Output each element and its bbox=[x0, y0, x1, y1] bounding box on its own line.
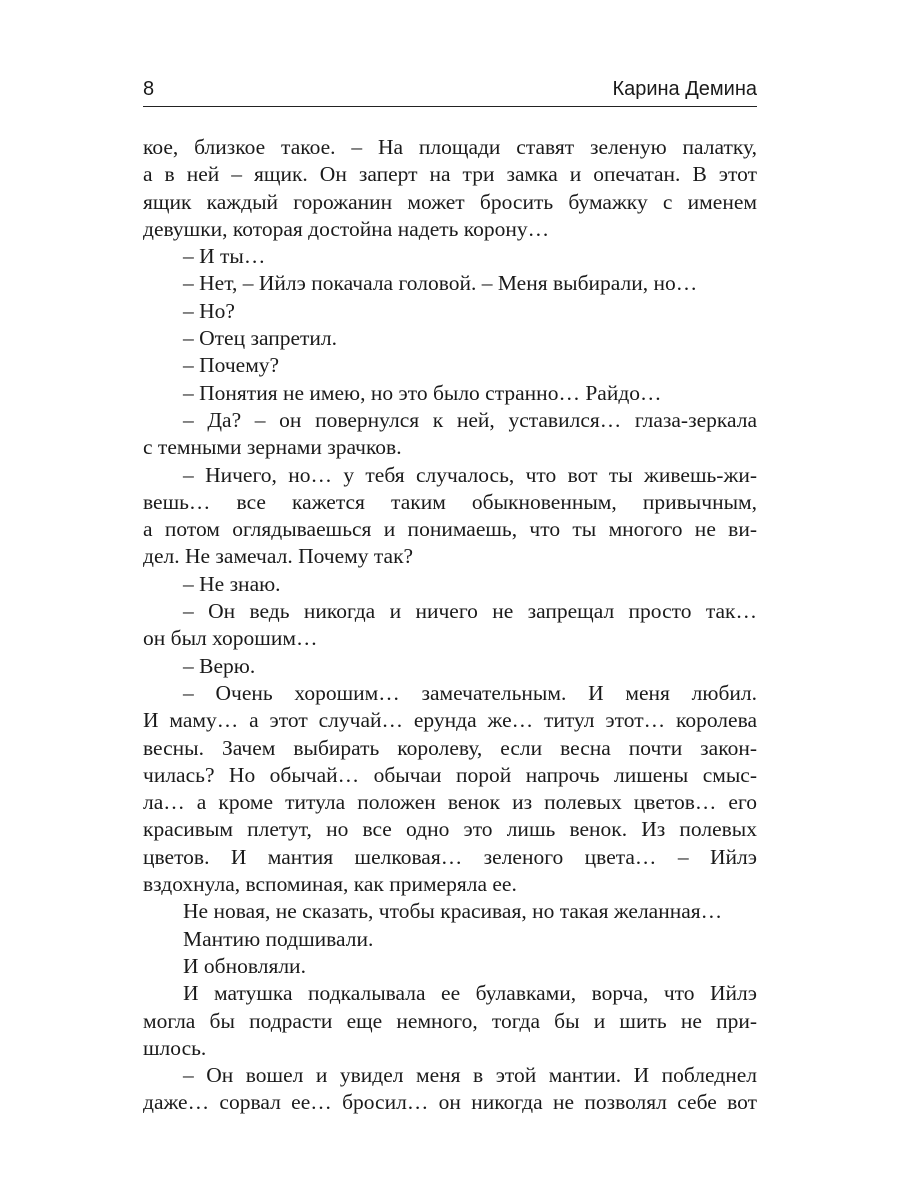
text-line: – И ты… bbox=[183, 244, 266, 269]
author-name: Карина Демина bbox=[612, 78, 757, 100]
running-header bbox=[143, 74, 757, 107]
text-line: а в ней – ящик. Он заперт на три замка и опечатан. В этот bbox=[143, 162, 757, 187]
text-line: – Почему? bbox=[183, 353, 280, 378]
text-line: вешь… все кажется таким обыкновенным, привычным, bbox=[143, 489, 757, 514]
text-line: – Но? bbox=[183, 298, 235, 323]
text-line: красивым плетут, но все одно это лишь венок. Из полевых bbox=[143, 817, 757, 842]
text-line: весны. Зачем выбирать королеву, если весна почти закон- bbox=[143, 735, 757, 760]
text-line: – Он ведь никогда и ничего не запрещал просто так… bbox=[183, 599, 757, 624]
text-line: – Очень хорошим… замечательным. И меня любил. bbox=[183, 680, 757, 705]
text-line: цветов. И мантия шелковая… зеленого цвета… – Ийлэ bbox=[143, 844, 757, 869]
text-line: – Нет, – Ийлэ покачала головой. – Меня выбирали, но… bbox=[183, 271, 698, 296]
text-line: Мантию подшивали. bbox=[183, 926, 374, 951]
text-line: вздохнула, вспоминая, как примеряла ее. bbox=[143, 872, 517, 897]
text-line: ящик каждый горожанин может бросить бумажку с именем bbox=[143, 189, 757, 214]
text-line: И маму… а этот случай… ерунда же… титул этот… королева bbox=[143, 708, 757, 733]
text-line: – Не знаю. bbox=[183, 571, 281, 596]
text-line: Не новая, не сказать, чтобы красивая, но такая желанная… bbox=[183, 899, 723, 924]
text-line: даже… сорвал ее… бросил… он никогда не позволял себе вот bbox=[143, 1090, 757, 1115]
text-line: могла бы подрасти еще немного, тогда бы и шить не при- bbox=[143, 1008, 757, 1033]
text-line: – Верю. bbox=[183, 653, 256, 678]
text-line: – Отец запретил. bbox=[183, 326, 338, 351]
text-line: с темными зернами зрачков. bbox=[143, 435, 402, 460]
text-line: чилась? Но обычай… обычаи порой напрочь лишены смыс- bbox=[143, 762, 757, 787]
text-line: а потом оглядываешься и понимаешь, что ты многого не ви- bbox=[143, 517, 757, 542]
text-line: – Он вошел и увидел меня в этой мантии. И побледнел bbox=[183, 1063, 757, 1088]
text-line: шлось. bbox=[143, 1035, 207, 1060]
text-line: И матушка подкалывала ее булавками, ворча, что Ийлэ bbox=[183, 981, 757, 1006]
text-line: девушки, которая достойна надеть корону… bbox=[143, 216, 550, 241]
text-line: он был хорошим… bbox=[143, 626, 318, 651]
page-number: 8 bbox=[143, 78, 155, 100]
text-line: дел. Не замечал. Почему так? bbox=[143, 544, 414, 569]
text-line: – Да? – он повернулся к ней, уставился… глаза-зеркала bbox=[183, 407, 757, 432]
body-text bbox=[143, 134, 757, 1117]
text-line: – Понятия не имею, но это было странно… Райдо… bbox=[183, 380, 662, 405]
text-line: кое, близкое такое. – На площади ставят зеленую палатку, bbox=[143, 135, 757, 159]
text-line: – Ничего, но… у тебя случалось, что вот ты живешь-жи- bbox=[183, 462, 757, 487]
text-line: И обновляли. bbox=[183, 953, 306, 978]
text-line: ла… а кроме титула положен венок из полевых цветов… его bbox=[143, 790, 757, 815]
